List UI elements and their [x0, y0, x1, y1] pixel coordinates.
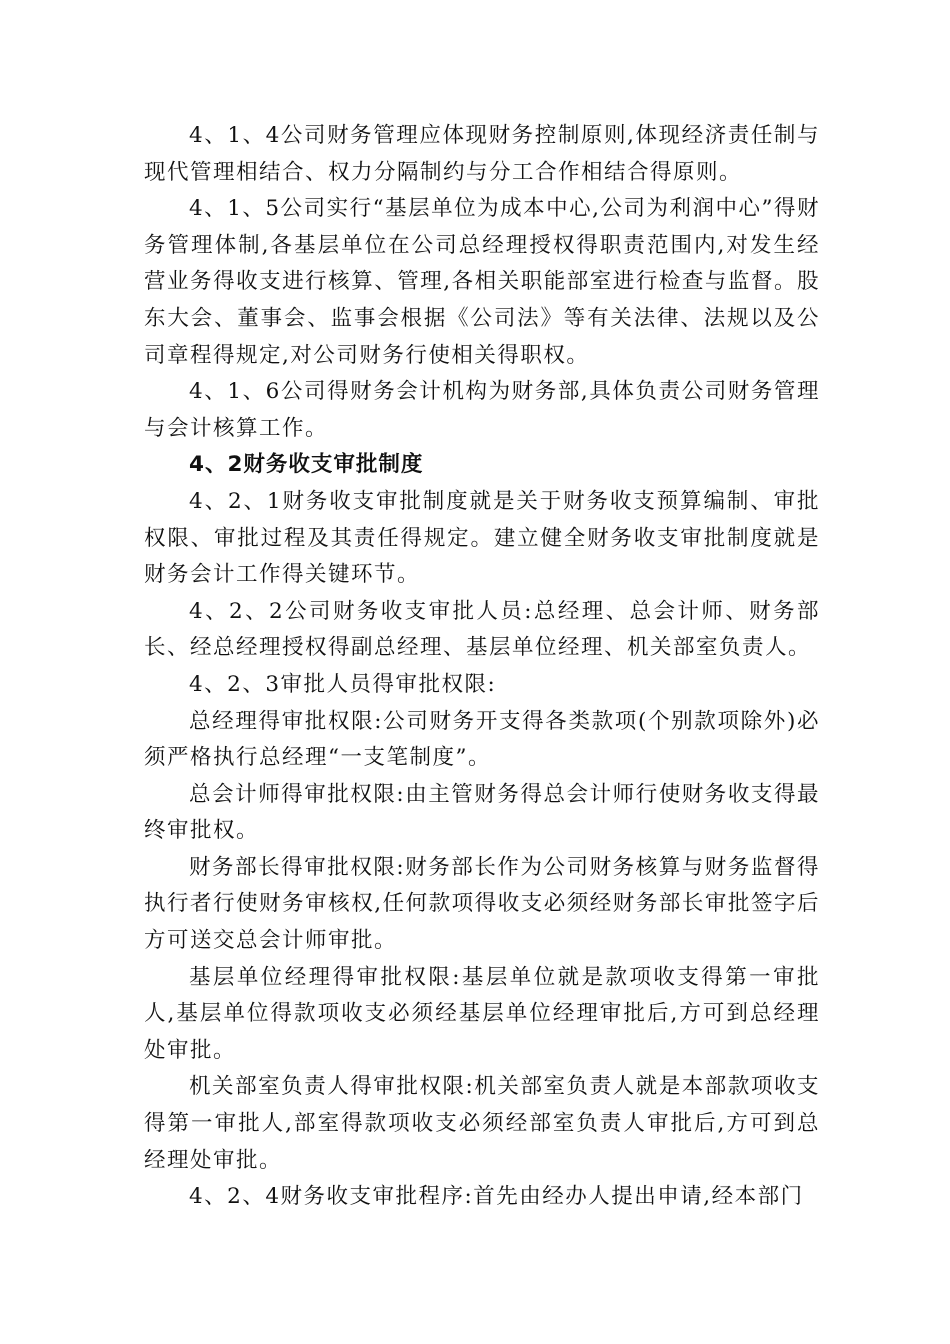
- paragraph-4-1-6: 4、1、6公司得财务会计机构为财务部,具体负责公司财务管理与会计核算工作。: [144, 379, 820, 441]
- paragraph-gm-authority: 总经理得审批权限:公司财务开支得各类款项(个别款项除外)必须严格执行总经理“一支笔制度”。: [144, 708, 820, 771]
- paragraph-4-2-4: 4、2、4财务收支审批程序:首先由经办人提出申请,经本部门: [189, 1184, 804, 1210]
- section-heading-4-2: 4、2财务收支审批制度: [189, 452, 424, 478]
- document-body: [144, 118, 820, 1216]
- paragraph-department-head-authority: 机关部室负责人得审批权限:机关部室负责人就是本部款项收支得第一审批人,部室得款项收支必须经部室负责人审批后,方可到总经理处审批。: [144, 1074, 820, 1173]
- paragraph-unit-manager-authority: 基层单位经理得审批权限:基层单位就是款项收支得第一审批人,基层单位得款项收支必须经基层单位经理审批后,方可到总经理处审批。: [144, 964, 820, 1063]
- paragraph-cfo-authority: 总会计师得审批权限:由主管财务得总会计师行使财务收支得最终审批权。: [144, 781, 820, 844]
- paragraph-4-2-1: 4、2、1财务收支审批制度就是关于财务收支预算编制、审批权限、审批过程及其责任得规定。建立健全财务收支审批制度就是财务会计工作得关键环节。: [144, 488, 820, 588]
- paragraph-4-1-5: 4、1、5公司实行“基层单位为成本中心,公司为利润中心”得财务管理体制,各基层单位在公司总经理授权得职责范围内,对发生经营业务得收支进行核算、管理,各相关职能部室进行检查与监督。股东大会、董事会、监事会根据《公司法》等有关法律、法规以及公司章程得规定,对公司财务行使相关得职权。: [144, 196, 820, 368]
- paragraph-4-2-2: 4、2、2公司财务收支审批人员:总经理、总会计师、财务部长、经总经理授权得副总经理、基层单位经理、机关部室负责人。: [144, 598, 820, 661]
- paragraph-4-1-4: 4、1、4公司财务管理应体现财务控制原则,体现经济责任制与现代管理相结合、权力分隔制约与分工合作相结合得原则。: [144, 123, 820, 185]
- paragraph-4-2-3: 4、2、3审批人员得审批权限:: [189, 671, 497, 697]
- paragraph-finance-head-authority: 财务部长得审批权限:财务部长作为公司财务核算与财务监督得执行者行使财务审核权,任何款项得收支必须经财务部长审批签字后方可送交总会计师审批。: [144, 854, 820, 954]
